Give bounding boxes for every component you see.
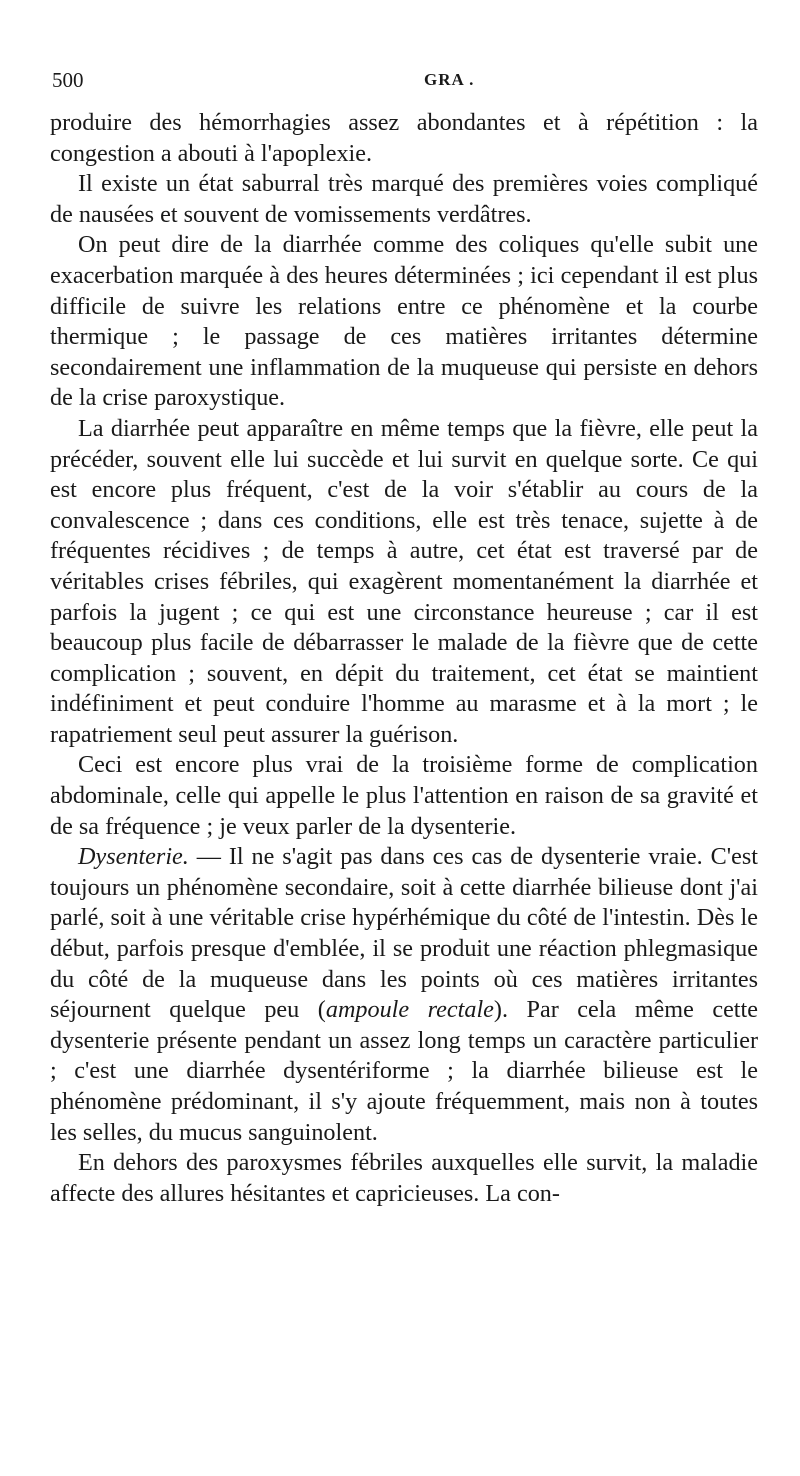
inline-term-ampoule-rectale: ampoule rectale: [325, 996, 494, 1024]
paragraph-2: Il existe un état saburral très marqué des premières voies compliqué de nausées et souvent de vomissements verdâtres.: [50, 170, 758, 228]
paragraph-6-text-b: ). Par cela même cette dysenterie présente pendant un assez long temps un caractère particulier ; c'est une diarrhée dysentériforme ; la diarrhée bilieuse est le phénomène prédominant, il s'y ajoute fréquemment, mais non à toutes les selles, du mucus sanguinolent.: [50, 996, 758, 1146]
paragraph-5: Ceci est encore plus vrai de la troisième forme de complication abdominale, celle qui appelle le plus l'attention en raison de sa gravité et de sa fréquence ; je veux parler de la dysenterie.: [50, 751, 758, 840]
page-header: [52, 68, 758, 98]
paragraph-7: En dehors des paroxysmes fébriles auxquelles elle survit, la maladie affecte des allures hésitantes et capricieuses. La con-: [50, 1149, 758, 1207]
paragraph-3: On peut dire de la diarrhée comme des coliques qu'elle subit une exacerbation marquée à des heures déterminées ; ici cependant il est plus difficile de suivre les relations entre ce phénomène et la courbe thermique ; le passage de ces matières irritantes détermine secondairement une inflammation de la muqueuse qui persiste en dehors de la crise paroxystique.: [50, 231, 758, 412]
body-text: [50, 108, 758, 1209]
paragraph-4: La diarrhée peut apparaître en même temps que la fièvre, elle peut la précéder, souvent elle lui succède et lui survit en quelque sorte. Ce qui est encore plus fréquent, c'est de la voir s'établir au cours de la convalescence ; dans ces conditions, elle est très tenace, sujette à de fréquentes récidives ; de temps à autre, cet état est traversé par de véritables crises fébriles, qui exagèrent momentanément la diarrhée et parfois la jugent ; ce qui est une circonstance heureuse ; car il est beaucoup plus facile de débarrasser le malade de la fièvre que de cette complication ; souvent, en dépit du traitement, cet état se maintient indéfiniment et peut conduire l'homme au marasme et à la mort ; le rapatriement seul peut assurer la guérison.: [50, 414, 758, 748]
paragraph-1: produire des hémorrhagies assez abondantes et à répétition : la congestion a abouti à l'apoplexie.: [50, 109, 758, 167]
section-heading-dysenterie: Dysenterie.: [78, 843, 189, 871]
paragraph-6-text-a: — Il ne s'agit pas dans ces cas de dysenterie vraie. C'est toujours un phénomène secondaire, soit à cette diarrhée bilieuse dont j'ai parlé, soit à une véritable crise hypérhémique du côté de l'intestin. Dès le début, parfois presque d'emblée, il se produit une réaction phlegmasique du côté de la muqueuse dans les points où ces matières irritantes séjournent quelque peu (: [50, 843, 758, 1024]
page-number: 500: [52, 68, 84, 92]
paragraph-dysenterie: [50, 842, 758, 1148]
running-head: GRA .: [424, 70, 475, 89]
